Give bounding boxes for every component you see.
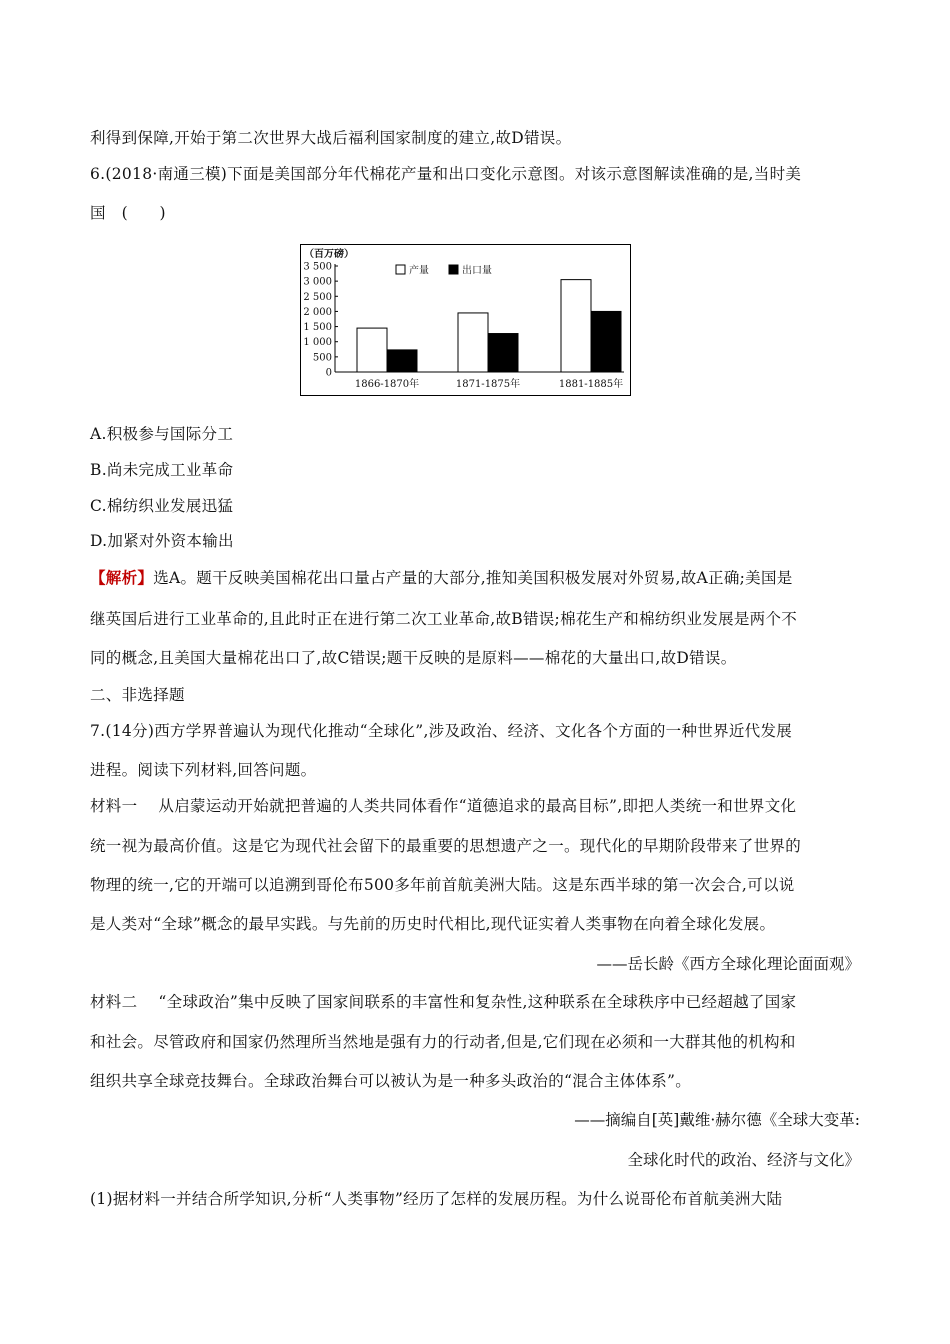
material-2-source: ——摘编自[英]戴维·赫尔德《全球大变革:: [574, 1111, 860, 1129]
bar-production: [561, 280, 591, 372]
y-tick-label: 2 000: [303, 306, 332, 318]
bar-production: [458, 313, 488, 372]
analysis-tag: 【解析】: [90, 568, 154, 587]
analysis-line-3: 同的概念,且美国大量棉花出口了,故C错误;题干反映的是原料——棉花的大量出口,故D错误。: [90, 649, 737, 667]
option-c: C.棉纺织业发展迅猛: [90, 497, 234, 515]
y-tick-label: 0: [325, 367, 332, 379]
material-1-source: ——岳长龄《西方全球化理论面面观》: [596, 955, 860, 973]
bar-export: [387, 350, 417, 372]
material-1-line: 是人类对“全球”概念的最早实践。与先前的历史时代相比,现代证实着人类事物在向着全球化发展。: [90, 915, 776, 933]
x-category-label: 1871-1875年: [455, 379, 521, 390]
y-tick-label: 500: [312, 352, 332, 364]
question-7-stem-end: 进程。阅读下列材料,回答问题。: [90, 761, 317, 779]
y-tick-label: 1 500: [303, 322, 332, 334]
analysis-text: 选A。题干反映美国棉花出口量占产量的大部分,推知美国积极发展对外贸易,故A正确;美国是: [153, 569, 793, 587]
material-2-line: 组织共享全球竞技舞台。全球政治舞台可以被认为是一种多头政治的“混合主体体系”。: [90, 1072, 692, 1090]
text-line: 利得到保障,开始于第二次世界大战后福利国家制度的建立,故D错误。: [90, 129, 572, 147]
material-1-line: 统一视为最高价值。这是它为现代社会留下的最重要的思想遗产之一。现代化的早期阶段带来了世界的: [90, 837, 802, 855]
cotton-chart: [300, 244, 631, 396]
material-2-line: 和社会。尽管政府和国家仍然理所当然地是强有力的行动者,但是,它们现在必须和一大群其他的机构和: [90, 1033, 796, 1051]
option-d: D.加紧对外资本输出: [90, 532, 234, 550]
chart-unit-label: （百万磅）: [304, 249, 354, 260]
bar-production: [357, 328, 387, 372]
y-tick-label: 3 000: [303, 276, 332, 288]
y-tick-label: 1 000: [303, 337, 332, 349]
legend-swatch: [449, 265, 458, 274]
legend-swatch: [396, 265, 405, 274]
analysis-line-2: 继英国后进行工业革命的,且此时正在进行第二次工业革命,故B错误;棉花生产和棉纺织业发展是两个不: [90, 610, 798, 628]
option-b: B.尚未完成工业革命: [90, 461, 234, 479]
x-category-label: 1881-1885年: [558, 379, 624, 390]
material-2-line: 材料二 “全球政治”集中反映了国家间联系的丰富性和复杂性,这种联系在全球秩序中已经超越了国家: [90, 993, 797, 1011]
section-heading: 二、非选择题: [90, 686, 185, 704]
option-a: A.积极参与国际分工: [90, 425, 234, 443]
question-7-stem: 7.(14分)西方学界普遍认为现代化推动“全球化”,涉及政治、经济、文化各个方面的一种世界近代发展: [90, 722, 793, 740]
legend-label: 出口量: [462, 265, 492, 277]
material-1-line: 物理的统一,它的开端可以追溯到哥伦布500多年前首航美洲大陆。这是东西半球的第一次会合,可以说: [90, 876, 795, 894]
y-tick-label: 3 500: [303, 261, 332, 273]
legend-label: 产量: [409, 265, 429, 277]
analysis-line-1: [90, 568, 793, 588]
question-6-stem-end: 国 ( ): [90, 204, 166, 222]
question-6-stem: 6.(2018·南通三模)下面是美国部分年代棉花产量和出口变化示意图。对该示意图解读准确的是,当时美: [90, 165, 802, 183]
material-1-line: 材料一 从启蒙运动开始就把普遍的人类共同体看作“道德追求的最高目标”,即把人类统一和世界文化: [90, 797, 797, 815]
bar-export: [591, 311, 621, 372]
question-7-part-1: (1)据材料一并结合所学知识,分析“人类事物”经历了怎样的发展历程。为什么说哥伦布首航美洲大陆: [90, 1190, 783, 1208]
bar-export: [488, 334, 518, 372]
x-category-label: 1866-1870年: [354, 379, 420, 390]
y-tick-label: 2 500: [303, 291, 332, 303]
material-2-source: 全球化时代的政治、经济与文化》: [627, 1151, 860, 1169]
chart-svg: [300, 244, 631, 396]
